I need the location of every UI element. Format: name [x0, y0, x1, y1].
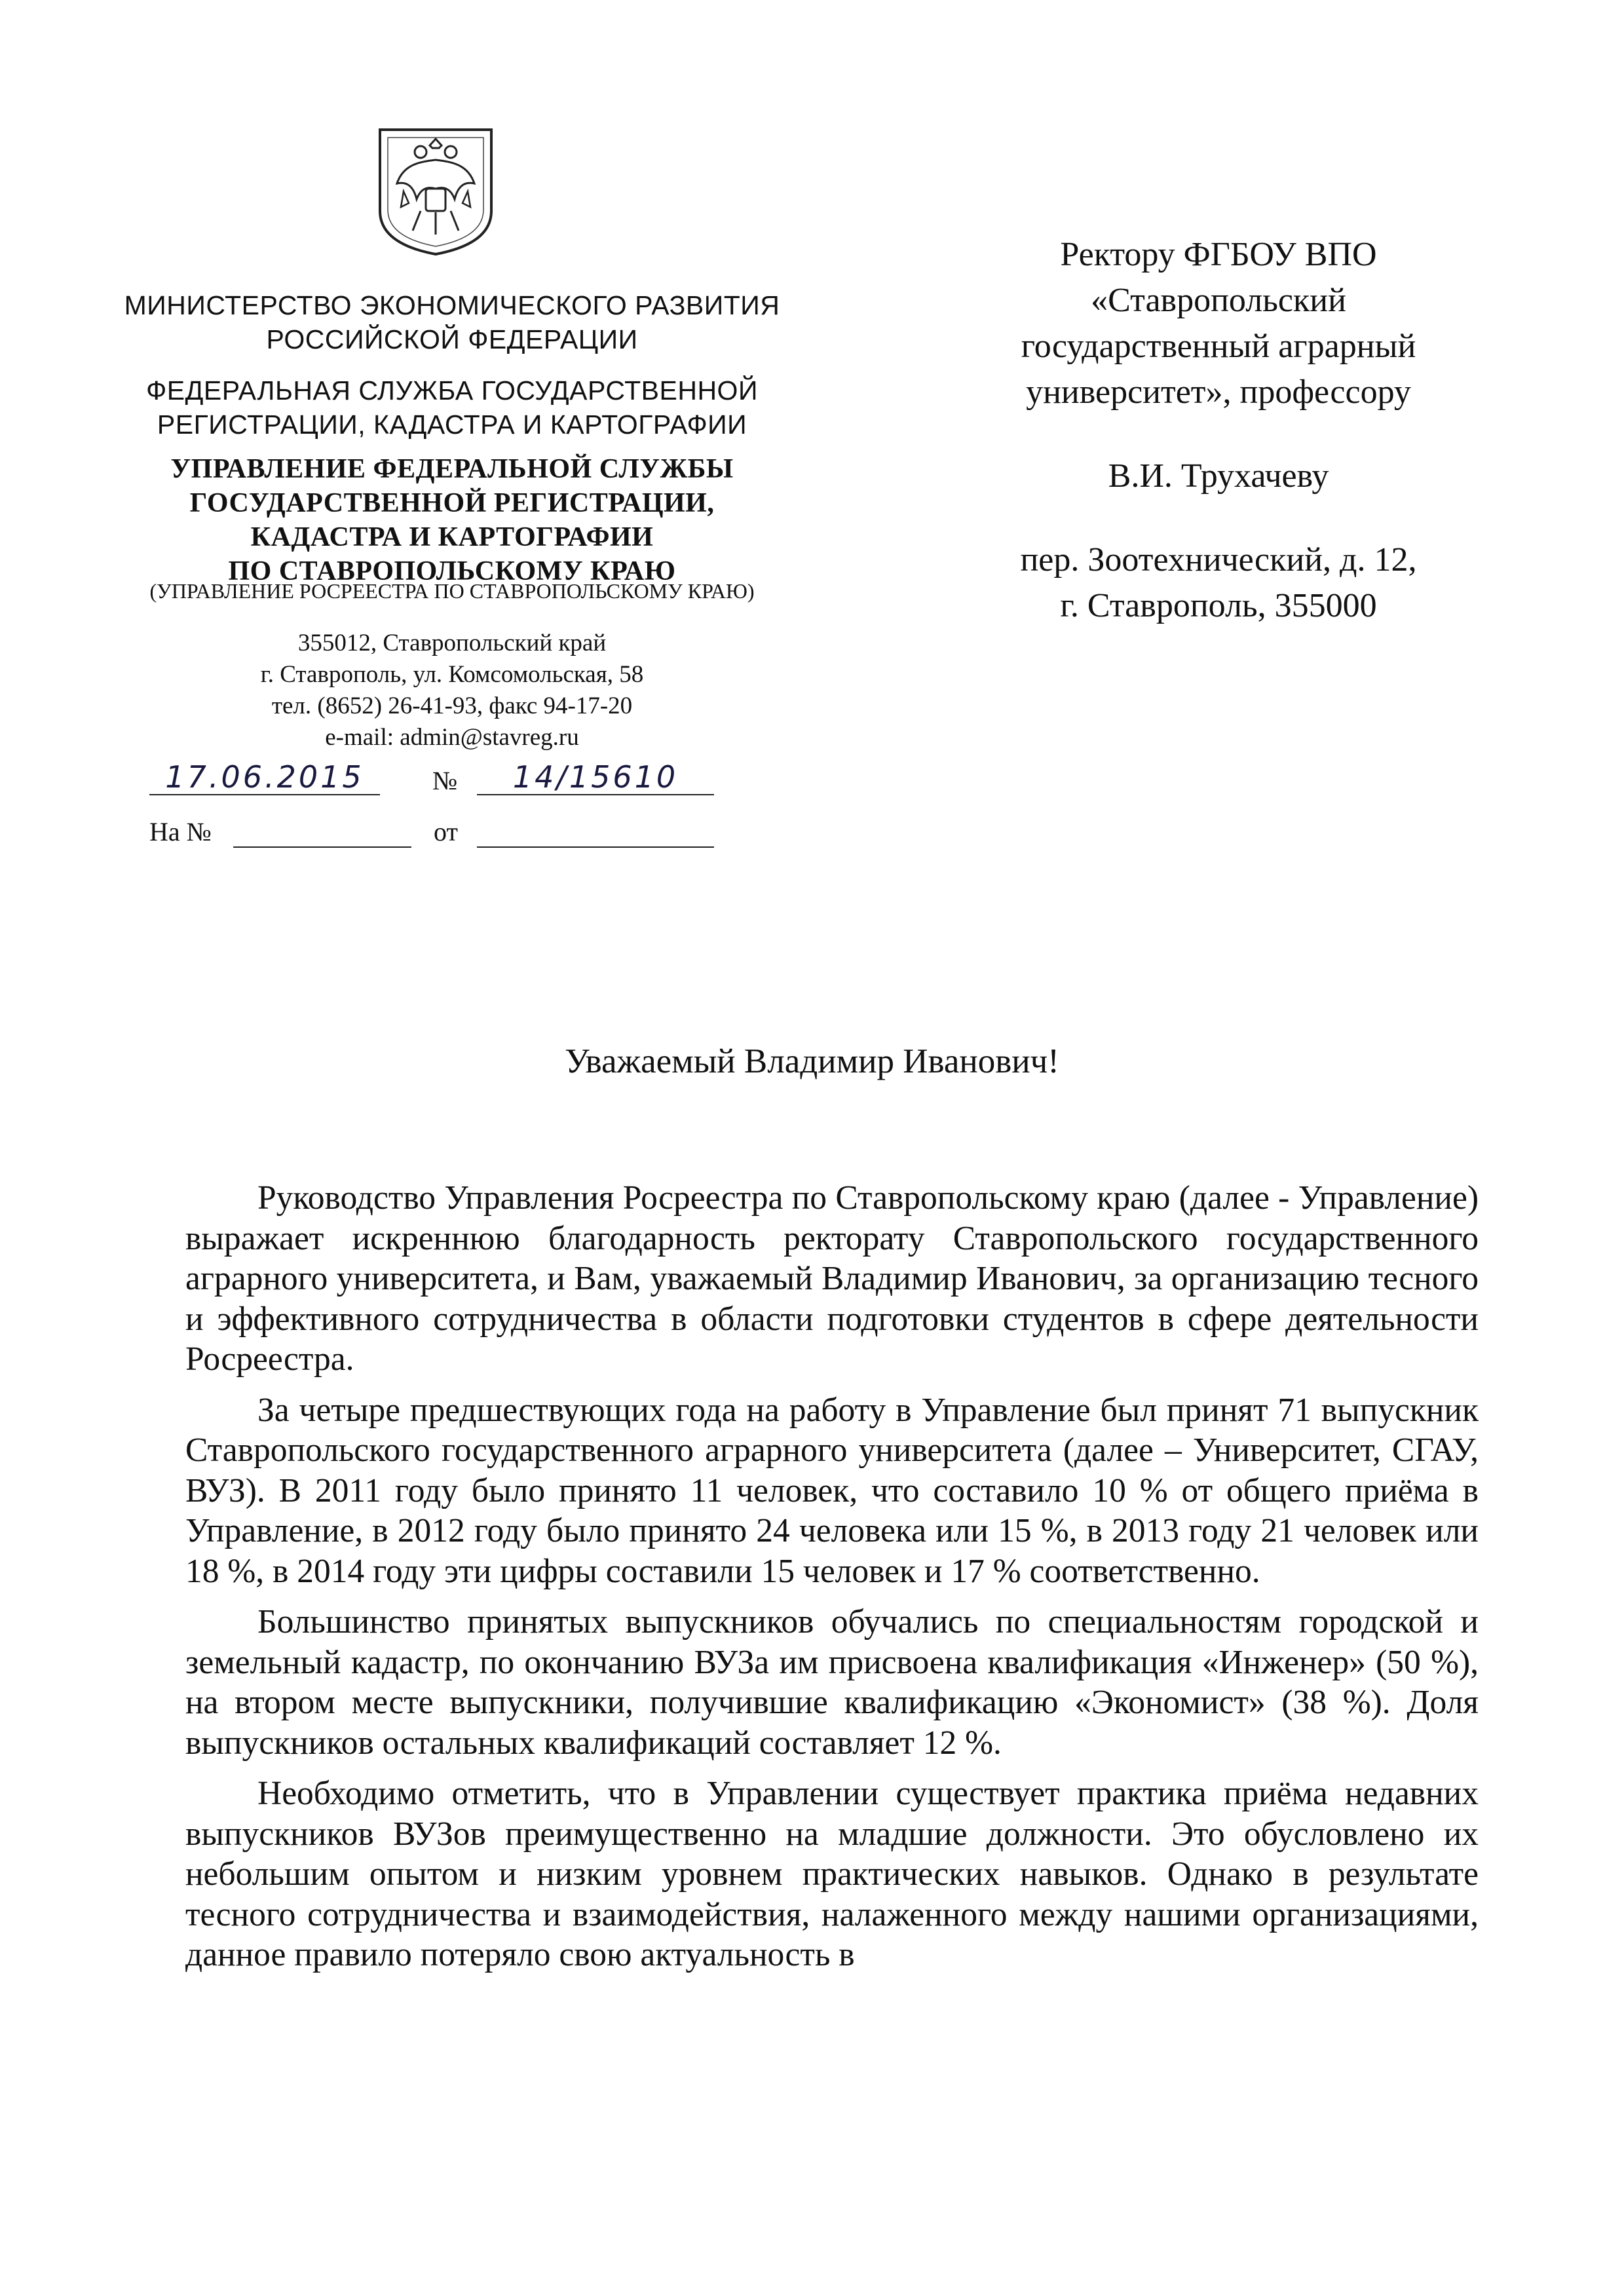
registration-number: 14/15610: [477, 760, 714, 795]
recipient-line: государственный аграрный: [1021, 328, 1416, 365]
service-name: [98, 373, 806, 442]
reference-date-blank: [477, 812, 714, 848]
administration-name: [98, 452, 806, 588]
ministry-line: РОССИЙСКОЙ ФЕДЕРАЦИИ: [266, 324, 638, 354]
body-paragraph: Необходимо отметить, что в Управлении существует практика приёма недавних выпускников ВУЗов преимущественно на младшие должности. Это обусловлено их небольшим опытом и низким уровнем практических навыков. Однако в результате тесного сотрудничества и взаимодействия, налаженного между нашими организациями, данное правило потеряло свою актуальность в: [185, 1775, 1479, 1973]
address-line: тел. (8652) 26-41-93, факс 94-17-20: [271, 692, 633, 719]
recipient-address-line: пер. Зоотехнический, д. 12,: [1020, 541, 1417, 578]
administration-abbreviation: (УПРАВЛЕНИЕ РОСРЕЕСТРА ПО СТАВРОПОЛЬСКОМУ КРАЮ): [149, 579, 755, 603]
recipient-address: [943, 537, 1494, 629]
coat-of-arms-emblem: [375, 126, 497, 257]
recipient-name: В.И. Трухачеву: [1108, 457, 1329, 495]
recipient-line: «Ставропольский: [1091, 282, 1346, 319]
administration-line: ПО СТАВРОПОЛЬСКОМУ КРАЮ: [228, 556, 676, 586]
salutation: Уважаемый Владимир Иванович!: [565, 1042, 1059, 1080]
administration-line: ГОСУДАРСТВЕННОЙ РЕГИСТРАЦИИ,: [189, 488, 715, 518]
administration-line: УПРАВЛЕНИЕ ФЕДЕРАЛЬНОЙ СЛУЖБЫ: [170, 454, 734, 484]
recipient-line: Ректору ФГБОУ ВПО: [1060, 236, 1377, 273]
service-line: ФЕДЕРАЛЬНАЯ СЛУЖБА ГОСУДАРСТВЕННОЙ: [146, 375, 758, 406]
reference-number-blank: [233, 812, 411, 848]
letter-body: [185, 1178, 1479, 1986]
ministry-line: МИНИСТЕРСТВО ЭКОНОМИЧЕСКОГО РАЗВИТИЯ: [124, 290, 780, 320]
service-line: РЕГИСТРАЦИИ, КАДАСТРА И КАРТОГРАФИИ: [157, 409, 747, 440]
body-paragraph: Руководство Управления Росреестра по Ставропольскому краю (далее - Управление) выражает искреннюю благодарность ректорату Ставропольского государственного аграрного университета, и Вам, уважаемый Владимир Иванович, за организацию тесного и эффективного сотрудничества в области подготовки студентов в сфере деятельности Росреестра.: [185, 1179, 1479, 1378]
address-line: 355012, Ставропольский край: [297, 630, 607, 656]
reference-label: На №: [149, 817, 212, 846]
administration-line: КАДАСТРА И КАРТОГРАФИИ: [250, 522, 654, 552]
recipient-title: [943, 232, 1494, 415]
body-paragraph: Большинство принятых выпускников обучались по специальностям городской и земельный кадастр, по окончанию ВУЗа им присвоена квалификация «Инженер» (50 %), на втором месте выпускники, получившие квалификацию «Экономист» (38 %). Доля выпускников остальных квалификаций составляет 12 %.: [185, 1603, 1479, 1762]
address-line: e-mail: admin@stavreg.ru: [325, 724, 579, 751]
registration-date: 17.06.2015: [149, 760, 380, 795]
ministry-name: [98, 288, 806, 356]
recipient-line: университет», профессору: [1026, 373, 1411, 411]
body-paragraph: За четыре предшествующих года на работу в Управление был принят 71 выпускник Ставропольского государственного аграрного университета (далее – Университет, СГАУ, ВУЗ). В 2011 году было принято 11 человек, что составило 10 % от общего приёма в Управление, в 2012 году было принято 24 человека или 15 %, в 2013 году 21 человек или 18 %, в 2014 году эти цифры составили 15 человек и 17 % соответственно.: [185, 1391, 1479, 1590]
number-label: №: [432, 766, 458, 795]
sender-address: [98, 628, 806, 753]
address-line: г. Ставрополь, ул. Комсомольская, 58: [260, 661, 644, 688]
recipient-address-line: г. Ставрополь, 355000: [1060, 587, 1377, 624]
from-label: от: [434, 817, 458, 846]
